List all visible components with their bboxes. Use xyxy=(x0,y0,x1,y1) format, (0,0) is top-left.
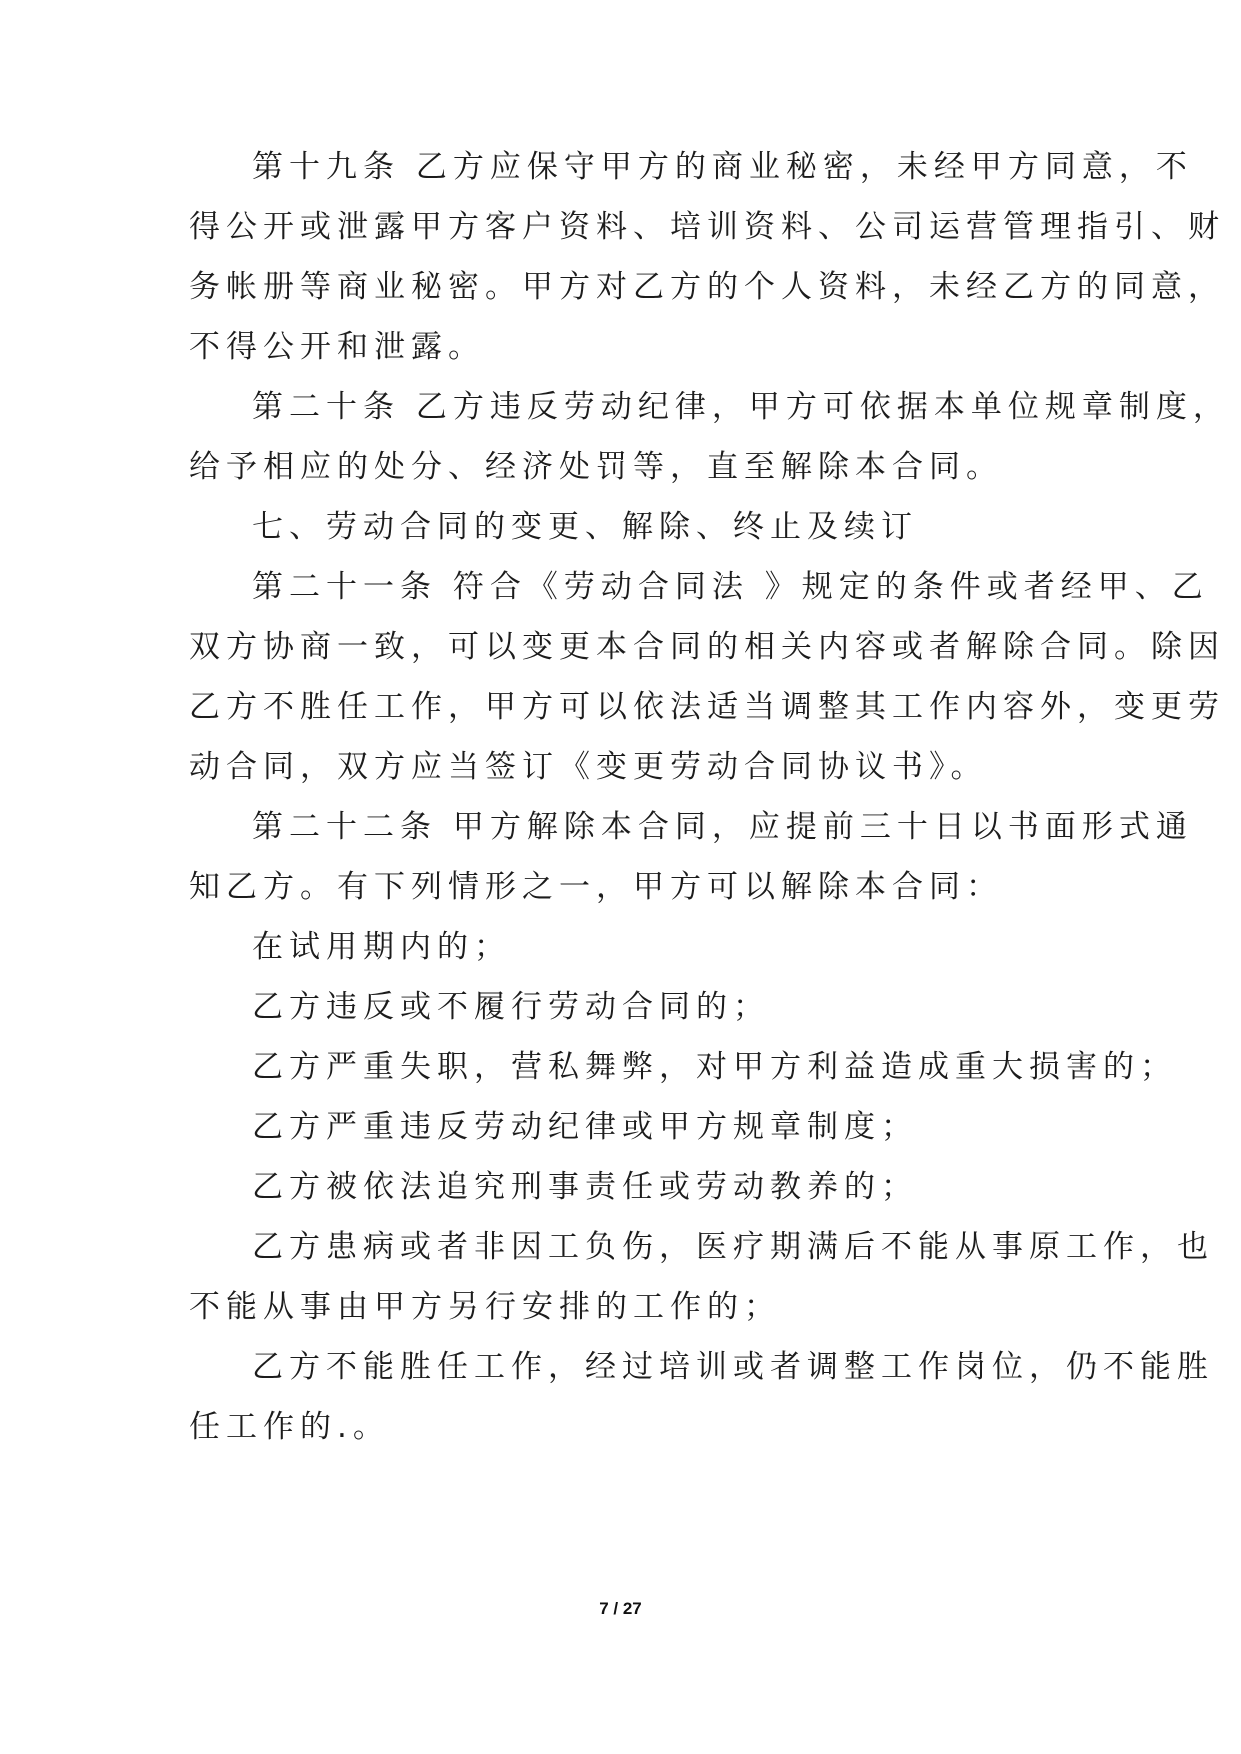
text-line: 知乙方。有下列情形之一，甲方可以解除本合同： xyxy=(189,869,1003,905)
page-number: 7 / 27 xyxy=(599,1599,642,1618)
text-line: 务帐册等商业秘密。甲方对乙方的个人资料，未经乙方的同意， xyxy=(189,269,1225,305)
text-line: 不能从事由甲方另行安排的工作的； xyxy=(189,1289,781,1325)
list-item: 乙方严重违反劳动纪律或甲方规章制度； xyxy=(252,1109,918,1145)
list-item: 在试用期内的； xyxy=(252,929,511,965)
text-line: 任工作的.。 xyxy=(189,1409,390,1445)
text-line: 不得公开和泄露。 xyxy=(189,329,485,365)
list-item: 乙方患病或者非因工负伤，医疗期满后不能从事原工作，也 xyxy=(252,1229,1214,1265)
list-item: 乙方被依法追究刑事责任或劳动教养的； xyxy=(252,1169,918,1205)
text-line: 双方协商一致，可以变更本合同的相关内容或者解除合同。除因 xyxy=(189,629,1225,665)
text-line: 乙方不胜任工作，甲方可以依法适当调整其工作内容外，变更劳 xyxy=(189,689,1225,725)
text-line: 得公开或泄露甲方客户资料、培训资料、公司运营管理指引、财 xyxy=(189,209,1225,245)
list-item: 乙方严重失职，营私舞弊，对甲方利益造成重大损害的； xyxy=(252,1049,1177,1085)
text-line: 第二十一条 符合《劳动合同法 》规定的条件或者经甲、乙 xyxy=(252,569,1209,605)
list-item: 乙方违反或不履行劳动合同的； xyxy=(252,989,770,1025)
text-line: 动合同，双方应当签订《变更劳动合同协议书》。 xyxy=(189,749,988,785)
list-item: 乙方不能胜任工作，经过培训或者调整工作岗位，仍不能胜 xyxy=(252,1349,1214,1385)
section-heading: 七、劳动合同的变更、解除、终止及续订 xyxy=(252,509,918,545)
text-line: 第二十二条 甲方解除本合同，应提前三十日以书面形式通 xyxy=(252,809,1193,845)
text-line: 第十九条 乙方应保守甲方的商业秘密，未经甲方同意，不 xyxy=(252,149,1193,185)
text-line: 给予相应的处分、经济处罚等，直至解除本合同。 xyxy=(189,449,1003,485)
text-line: 第二十条 乙方违反劳动纪律，甲方可依据本单位规章制度， xyxy=(252,389,1230,425)
